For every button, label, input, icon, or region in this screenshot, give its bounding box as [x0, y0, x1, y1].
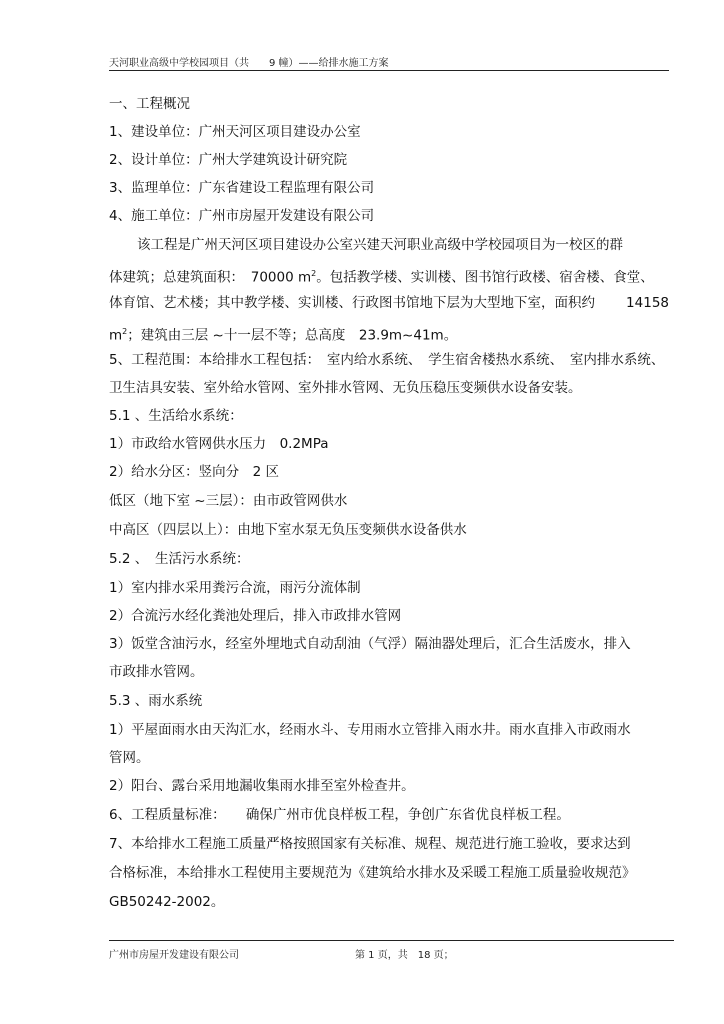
text-line: 合格标准，本给排水工程使用主要规范为《建筑给水排水及采暖工程施工质量验收规范》 [109, 865, 636, 881]
subsection-title: 5.3 、雨水系统 [109, 693, 203, 709]
text-line: 卫生洁具安装、室外给水管网、室外排水管网、无负压稳压变频供水设备安装。 [109, 380, 582, 396]
text-line: 低区（地下室 ~三层）：由市政管网供水 [109, 493, 348, 509]
section-title: 一、工程概况 [109, 96, 190, 112]
text-line: 1）室内排水采用粪污合流，雨污分流体制 [109, 580, 361, 596]
text-line: 3、监理单位：广东省建设工程监理有限公司 [109, 180, 375, 196]
text-line: 4、施工单位：广州市房屋开发建设有限公司 [109, 208, 375, 224]
text-span: 14158 [626, 295, 669, 311]
text-line: 7、本给排水工程施工质量严格按照国家有关标准、规程、规范进行施工验收，要求达到 [109, 836, 631, 852]
header-divider [109, 70, 669, 71]
text-line: GB50242-2002。 [109, 894, 225, 910]
text-span: 体建筑；总建筑面积： 70000 m [109, 269, 312, 286]
text-line: 1）市政给水管网供水压力 0.2MPa [109, 436, 329, 452]
text-line: 2）给水分区：竖向分 2 区 [109, 464, 279, 480]
text-line [109, 264, 669, 288]
text-span: 。包括教学楼、实训楼、图书馆行政楼、宿舍楼、食堂、 [316, 269, 654, 286]
text-line: 1）平屋面雨水由天沟汇水，经雨水斗、专用雨水立管排入雨水井。雨水直排入市政雨水 [109, 722, 631, 738]
subsection-title: 5.1 、生活给水系统： [109, 408, 243, 424]
text-line: 2、设计单位：广州大学建筑设计研究院 [109, 152, 348, 168]
footer-divider [109, 940, 674, 941]
text-line: 2）阳台、露台采用地漏收集雨水排至室外检查井。 [109, 778, 415, 794]
superscript: 2 [311, 269, 317, 278]
page-header: 天河职业高级中学校园项目（共 9 幢）——给排水施工方案 [109, 58, 389, 69]
text-span: m [109, 327, 123, 344]
text-span: 体育馆、艺术楼；其中教学楼、实训楼、行政图书馆地下层为大型地下室，面积约 [109, 295, 595, 311]
text-line: 3）饭堂含油污水，经室外埋地式自动刮油（气浮）隔油器处理后，汇合生活废水，排入 [109, 636, 631, 652]
text-line [109, 322, 669, 346]
text-line: 中高区（四层以上）：由地下室水泵无负压变频供水设备供水 [109, 522, 467, 538]
footer-company: 广州市房屋开发建设有限公司 [109, 950, 239, 961]
subsection-title: 5.2 、 生活污水系统： [109, 551, 250, 567]
page-number: 第 1 页，共 18 页； [355, 950, 454, 961]
text-line [109, 293, 669, 313]
text-line: 市政排水管网。 [109, 664, 204, 680]
text-line: 管网。 [109, 750, 150, 766]
text-line: 2）合流污水经化粪池处理后，排入市政排水管网 [109, 608, 402, 624]
text-line: 5、工程范围：本给排水工程包括： 室内给水系统、 学生宿舍楼热水系统、 室内排水系统、 [109, 352, 665, 368]
text-line: 该工程是广州天河区项目建设办公室兴建天河职业高级中学校园项目为一校区的群 [137, 237, 623, 253]
superscript: 2 [122, 327, 128, 336]
text-span: ；建筑由三层 ~十一层不等；总高度 23.9m~41m。 [127, 327, 458, 344]
text-line: 1、建设单位：广州天河区项目建设办公室 [109, 124, 361, 140]
text-line: 6、工程质量标准： 确保广州市优良样板工程，争创广东省优良样板工程。 [109, 807, 570, 823]
